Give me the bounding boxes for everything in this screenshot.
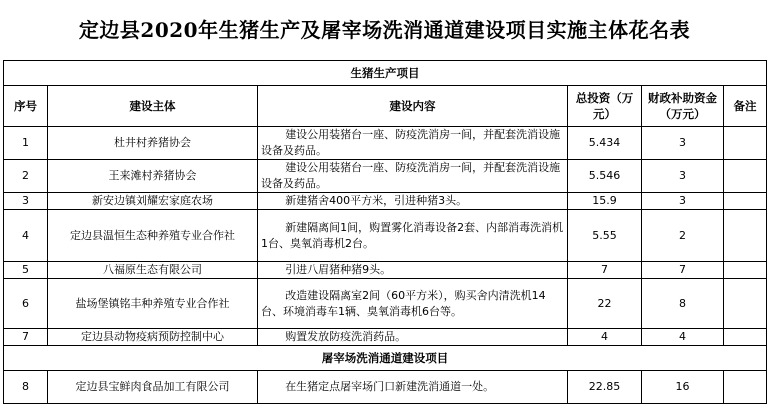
cell-content: 引进八眉猪种猪9头。: [258, 262, 568, 279]
cell-content: 新建隔离间1间，购置雾化消毒设备2套、内部消毒洗消机1台、臭氧消毒机2台。: [258, 210, 568, 262]
cell-seq: 1: [4, 127, 48, 160]
cell-content: 建设公用装猪台一座、防疫洗消房一间，并配套洗消设施设备及药品。: [258, 127, 568, 160]
cell-subsidy: 16: [642, 371, 724, 404]
table-row: [4, 127, 767, 160]
table-row: [4, 329, 767, 346]
cell-entity: 定边县宝鲜肉食品加工有限公司: [48, 371, 258, 404]
cell-content: 新建猪舍400平方米，引进种猪3头。: [258, 193, 568, 210]
cell-content: 购置发放防疫洗消药品。: [258, 329, 568, 346]
cell-investment: 22.85: [568, 371, 642, 404]
cell-content: 建设公用装猪台一座、防疫洗消房一间，并配套洗消设施设备及药品。: [258, 160, 568, 193]
table-row: [4, 193, 767, 210]
cell-entity: 定边县温恒生态种养殖专业合作社: [48, 210, 258, 262]
cell-seq: 2: [4, 160, 48, 193]
header-subsidy: 财政补助资金（万元）: [642, 86, 724, 127]
table-row: [4, 160, 767, 193]
cell-seq: 7: [4, 329, 48, 346]
table-row: [4, 371, 767, 404]
cell-remark: [724, 210, 767, 262]
section-title: 生猪生产项目: [4, 61, 767, 86]
table-row: [4, 262, 767, 279]
cell-remark: [724, 160, 767, 193]
cell-seq: 3: [4, 193, 48, 210]
cell-investment: 15.9: [568, 193, 642, 210]
cell-investment: 22: [568, 279, 642, 329]
header-remark: 备注: [724, 86, 767, 127]
section-header-pig-production: [4, 61, 767, 86]
cell-entity: 王来滩村养猪协会: [48, 160, 258, 193]
section-header-slaughter-disinfection: [4, 346, 767, 371]
cell-seq: 5: [4, 262, 48, 279]
cell-entity: 定边县动物疫病预防控制中心: [48, 329, 258, 346]
cell-content: 在生猪定点屠宰场门口新建洗消通道一处。: [258, 371, 568, 404]
cell-remark: [724, 371, 767, 404]
cell-seq: 4: [4, 210, 48, 262]
cell-subsidy: 2: [642, 210, 724, 262]
cell-subsidy: 8: [642, 279, 724, 329]
cell-entity: 盐场堡镇铭丰种养殖专业合作社: [48, 279, 258, 329]
cell-entity: 八福原生态有限公司: [48, 262, 258, 279]
cell-subsidy: 7: [642, 262, 724, 279]
header-content: 建设内容: [258, 86, 568, 127]
cell-remark: [724, 127, 767, 160]
cell-remark: [724, 262, 767, 279]
cell-remark: [724, 193, 767, 210]
section-title: 屠宰场洗消通道建设项目: [4, 346, 767, 371]
cell-remark: [724, 329, 767, 346]
cell-subsidy: 4: [642, 329, 724, 346]
cell-investment: 5.55: [568, 210, 642, 262]
cell-investment: 5.434: [568, 127, 642, 160]
cell-seq: 6: [4, 279, 48, 329]
header-investment: 总投资（万元）: [568, 86, 642, 127]
table-header-row: [4, 86, 767, 127]
cell-entity: 杜井村养猪协会: [48, 127, 258, 160]
cell-seq: 8: [4, 371, 48, 404]
cell-investment: 7: [568, 262, 642, 279]
cell-content: 改造建设隔离室2间（60平方米），购买舍内清洗机14台、环境消毒车1辆、臭氧消毒机6台等。: [258, 279, 568, 329]
cell-remark: [724, 279, 767, 329]
cell-investment: 5.546: [568, 160, 642, 193]
header-entity: 建设主体: [48, 86, 258, 127]
roster-table: [3, 60, 767, 404]
cell-subsidy: 3: [642, 193, 724, 210]
table-row: [4, 210, 767, 262]
cell-subsidy: 3: [642, 160, 724, 193]
cell-investment: 4: [568, 329, 642, 346]
page-title: 定边县2020年生猪生产及屠宰场洗消通道建设项目实施主体花名表: [78, 18, 691, 42]
cell-subsidy: 3: [642, 127, 724, 160]
header-seq: 序号: [4, 86, 48, 127]
table-row: [4, 279, 767, 329]
cell-entity: 新安边镇刘耀宏家庭农场: [48, 193, 258, 210]
